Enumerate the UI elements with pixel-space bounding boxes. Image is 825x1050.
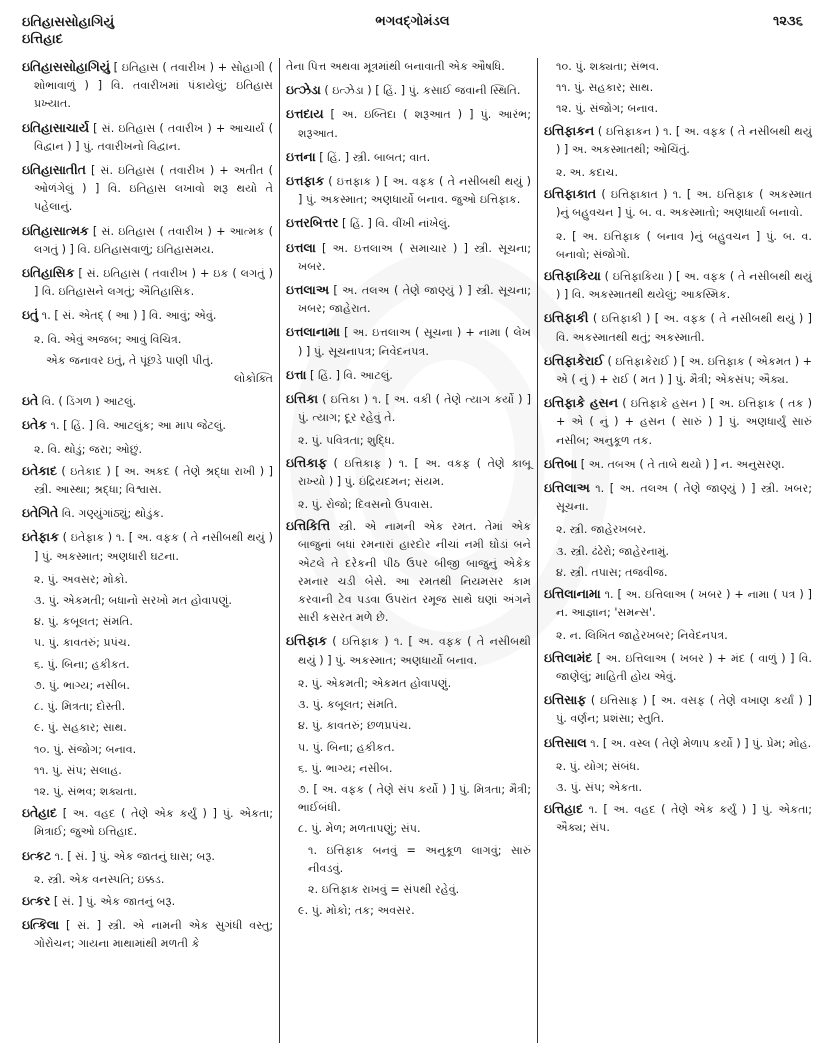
definition: ( ઇત્ઝેડા ) [ હિં. ] પું. કસાઈ જવાની સ્થિતિ. — [324, 84, 521, 98]
dictionary-entry — [544, 185, 812, 222]
headword: ઇતિહાસિક — [22, 265, 75, 281]
headword: ઇત્તલા — [286, 239, 316, 255]
sense: ૬. પું. ભાગ્ય; નસીબ. — [298, 761, 393, 775]
definition: ( ઇત્તિફાકે હસન ) [ અ. ઇત્તિફાક ( તક ) + એ ( નું ) + હસન ( સારું ) ] પું. અણધાર્યું સારું નસીબ; અનુકૂળ તક. — [556, 397, 813, 447]
definition: ( ઇત્તિફાક ) ૧. [ અ. વફક ( તે નસીબથી થયું ) ] પું. અકસ્માત; અણધાર્યો બનાવ. — [298, 635, 531, 667]
sense: ૨. સ્ત્રી. એક વનસ્પતિ; ઇક્કડ. — [34, 872, 165, 886]
sense: ૨. વિ. એવું અજબ; આવું વિચિત્ર. — [34, 332, 182, 346]
dictionary-entry — [544, 352, 812, 389]
headword: ઇત્તિફાક — [286, 633, 327, 649]
headword: ઇત્તલાનામા — [286, 324, 340, 340]
dictionary-entry — [22, 847, 273, 866]
dictionary-entry — [286, 214, 531, 233]
sense: ૯. પું. મોકો; તક; અવસર. — [298, 904, 415, 918]
definition: [ હિં. ] વિ. આટલું. — [310, 368, 393, 382]
definition: ૧. [ હિં. ] વિ. આટલુંક; આ માપ જેટલું. — [50, 419, 226, 433]
idiom: ૨. ઇત્તિફાક રાખવું = સંપથી રહેવું. — [308, 882, 460, 896]
dictionary-entry — [22, 119, 273, 156]
dictionary-entry — [286, 281, 531, 318]
headword: ઇત્તિકા — [286, 391, 319, 407]
dictionary-entry — [286, 81, 531, 100]
definition: સ્ત્રી. એ નામની એક રમત. તેમાં એક બાજુનાં બધાં રમનારાં હારદોર નીચાં નમી ઘોડાં બને એટલે તે દરેકની પીઠ ઉપર બીજી બાજુનું એકેક રમનાર ચડી બેસે. આ રમતથી નિયમસર કામ કરવાની ટેવ પડવા ઉપરાંત રમૂજ સાથે ઘણાં અંગને સારી કસરત મળે છે. — [298, 520, 531, 625]
headword: ઇતિહાસાતીત — [22, 162, 86, 178]
headword: ઇત્તલાઅ — [286, 282, 329, 298]
guide-word-first: ઇતિહાસસોહાગિયું — [22, 15, 115, 30]
dictionary-entry — [544, 585, 812, 622]
headword: ઇત્તિકાફ — [286, 454, 327, 470]
dictionary-entry — [544, 691, 812, 728]
book-title: ભગવદ્ગોમંડલ — [375, 14, 450, 29]
column-2 — [280, 58, 538, 1043]
dictionary-entry — [286, 239, 531, 276]
definition: [ સં. ઇતિહાસ ( તવારીખ ) + અતીત ( ઓળંગેલું ) ] વિ. ઇતિહાસ લખાવો શરૂ થયો તે પહેલાનું. — [34, 164, 273, 214]
sense: ૨. પું. યોગ; સંબંધ. — [556, 759, 640, 773]
guide-word-last: ઇત્તિહાદ — [22, 32, 63, 47]
definition: [ અ. તલઅ ( તેણે જાણ્યું ) ] સ્ત્રી. સૂચના; ખબર; જાહેરાત. — [298, 284, 531, 316]
dictionary-entry — [286, 454, 531, 491]
definition: ( ઇત્તફાક ) [ અ. વફક ( તે નસીબથી થયું ) ] પું. અકસ્માત; અણધાર્યો બનાવ. જુઓ ઇત્તિફાક. — [298, 175, 531, 207]
sense: ૧૨. પું. સંભવ; શક્યતા. — [34, 784, 138, 798]
sense: ૩. પું. સંપ; એકતા. — [556, 780, 643, 794]
definition: ( ઇત્તિફાકિયા ) [ અ. વફક ( તે નસીબથી થયું ) ] વિ. અકસ્માતથી થયેલું; આકસ્મિક. — [556, 270, 812, 302]
headword: ઇતિહાસાત્મક — [22, 222, 89, 238]
headword: ઇત્તિસાલ — [544, 734, 587, 750]
sense: ૮. પું. મિત્રતા; દોસ્તી. — [34, 700, 126, 714]
headword: ઇત્તિફાકે હસન — [544, 395, 618, 411]
definition: [ ઇતિહાસ ( તવારીખ ) + સોહાગી ( શોભાવાળું ) ] વિ. તવારીખમાં પંકાયેલું; ઇતિહાસ પ્રખ્યાત. — [34, 61, 273, 111]
headword: ઇત્તફાક — [286, 173, 325, 189]
definition: ( ઇત્તિફાકન ) ૧. [ અ. વફક ( તે નસીબથી થયું ) ] અ. અકસ્માતથી; ઓચિંતું. — [556, 124, 812, 156]
dictionary-entry — [544, 394, 812, 450]
headword: ઇત્ઝેડા — [286, 82, 321, 98]
definition: ( ઇત્તિસાફ ) [ અ. વસફ ( તેણે વખાણ કર્યાં ) ] પું. વર્ણન; પ્રશંસા; સ્તુતિ. — [556, 694, 812, 726]
sense: ૨. ન. લિખિત જાહેરખબર; નિવેદનપત્ર. — [556, 629, 728, 643]
definition: [ અ. તબઅ ( તે તાબે થયો ) ] ન. અનુસરણ. — [580, 457, 785, 471]
dictionary-columns — [22, 58, 812, 1043]
sense: ૧૦. પું. સંજોગ; બનાવ. — [34, 742, 137, 756]
dictionary-entry — [22, 916, 273, 953]
sense: ૨. પું. એકમતી; એકમત હોવાપણું. — [298, 676, 452, 690]
dictionary-entry — [544, 309, 812, 346]
definition: ૧. [ સં. ] પું. એક જાતનું ઘાસ; બરૂ. — [54, 849, 215, 863]
headword: ઇતું — [22, 307, 39, 323]
sense: ૨. પું. અવસર; મોકો. — [34, 572, 128, 586]
dictionary-entry — [22, 462, 273, 499]
page-header — [22, 14, 803, 54]
sense: ૭. પું. ભાગ્ય; નસીબ. — [34, 678, 130, 692]
headword: ઇત્તિકિત્તિ — [286, 518, 331, 534]
sense: ૫. પું. બિના; હકીકત. — [298, 740, 395, 754]
headword: ઇત્તિફાકિયા — [544, 268, 601, 284]
sense: ૨. વિ. થોડું; જરા; ઓછું. — [34, 442, 143, 456]
sense: ૩. પું. એકમતી; બધાનો સરખો મત હોવાપણું. — [34, 594, 232, 608]
dictionary-entry — [22, 306, 273, 325]
definition: વિ. ગણ્યુંગાંઠ્યું; થોડુંક. — [61, 507, 164, 521]
sense-continuation: ૧૨. પું. સંજોગ; બનાવ. — [556, 102, 659, 116]
example-quote: એક જનાવર ઇતું, તે પૂંછડે પાણી પીતું. — [46, 353, 214, 367]
headword: ઇત્તિલામંદ — [544, 649, 593, 665]
sense-continuation: ૧૦. પું. શક્યતા; સંભવ. — [556, 60, 660, 73]
dictionary-entry — [22, 264, 273, 301]
sense: ૨. પું. રોજો; દિવસનો ઉપવાસ. — [298, 498, 433, 512]
headword: ઇત્તિસાફ — [544, 692, 587, 708]
dictionary-entry — [22, 804, 273, 841]
headword: ઇત્કિલા — [22, 917, 60, 933]
definition: [ હિં. ] સ્ત્રી. બાબત; વાત. — [319, 150, 431, 164]
headword: ઇત્તા — [286, 366, 307, 382]
definition: ૧. [ અ. વસ્લ ( તેણે મેળાપ કર્યો ) ] પું. પ્રેમ; મોહ. — [590, 736, 812, 750]
definition: ( ઇતેફાક ) ૧. [ અ. વફક ( તે નસીબથી થયું ) ] પું. અકસ્માત; અણધારી ઘટના. — [34, 531, 273, 563]
sense: ૨. અ. કદાચ. — [556, 166, 618, 180]
headword: ઇતેહાદ — [22, 805, 57, 821]
headword: ઇત્તિફાકન — [544, 122, 595, 138]
definition: ( ઇતેકાદ ) [ અ. અકદ ( તેણે શ્રદ્ધા રાખી ) ] સ્ત્રી. આસ્થા; શ્રદ્ધા; વિશ્વાસ. — [34, 464, 273, 497]
dictionary-entry — [544, 455, 812, 474]
headword: ઇતેકાદ — [22, 462, 57, 478]
sense: ૫. પું. કાવતરું; પ્રપંચ. — [34, 636, 131, 650]
dictionary-entry — [22, 58, 273, 114]
headword: ઇત્તના — [286, 148, 316, 164]
dictionary-entry — [544, 122, 812, 159]
headword: ઇત્તિફાકી — [544, 310, 589, 326]
dictionary-entry — [286, 148, 531, 167]
definition: ( ઇત્તિફાકેરાઈ ) [ અ. ઇત્તિફાક ( એકમત ) + એ ( નું ) + રાઈ ( મત ) ] પું. મૈત્રી; એકસંપ; ઐક્ય. — [556, 354, 812, 387]
definition: [ અ. ઇબ્તિદા ( શરૂઆત ) ] પું. આરંભ; શરૂઆત. — [298, 108, 531, 140]
dictionary-entry — [544, 734, 812, 753]
dictionary-entry — [22, 392, 273, 411]
sense: ૯. પું. સહકાર; સાથ. — [34, 721, 127, 735]
sense: ૮. પું. મેળ; મળતાપણું; સંપ. — [298, 822, 421, 836]
headword: ઇતિહાસસોહાગિયું — [22, 59, 110, 74]
entry-continuation: તેના પિત્ત અથવા મૂત્રમાંથી બનાવાતી એક ઔષધિ. — [286, 60, 505, 73]
dictionary-entry — [286, 366, 531, 385]
dictionary-entry — [22, 222, 273, 259]
definition: ૧. [ સં. એતદ્ ( આ ) ] વિ. આવું; એવું. — [41, 309, 217, 323]
sense: ૨. સ્ત્રી. જાહેરખબર. — [556, 523, 647, 537]
dictionary-entry — [286, 172, 531, 209]
headword: ઇતેગિતે — [22, 505, 59, 521]
headword: ઇત્તદાય — [286, 106, 324, 122]
definition: [ અ. ઇત્તિલાઅ ( ખબર ) + મંદ ( વાળું ) ] વિ. જાણેલું; માહિતી હોય એવું. — [556, 651, 812, 683]
sense: ૩. સ્ત્રી. ઢંઢેરો; જાહેરનામું. — [556, 544, 670, 558]
definition: [ સં. ઇતિહાસ ( તવારીખ ) + ઇક ( લગતું ) ] વિ. ઇતિહાસને લગતું; ઐતિહાસિક. — [34, 267, 273, 299]
headword: ઇત્તિફાકાત — [544, 186, 597, 202]
definition: ૧. [ અ. તલઅ ( તેણે જાણ્યું ) ] સ્ત્રી. ખબર; સૂચના. — [556, 482, 812, 514]
quote-source: લોકોક્તિ — [234, 372, 273, 386]
idiom: ૧. ઇત્તિફાક બનવું = અનુકૂળ લાગવું; સારું નીવડવું. — [308, 843, 531, 875]
sense: ૧૧. પું. સંપ; સલાહ. — [34, 763, 122, 777]
definition: ( ઇત્તિફાકાત ) ૧. [ અ. ઇત્તિફાક ( અકસ્માત )નું બહુવચન ] પું. બ. વ. અકસ્માતો; અણધાર્યા બનાવો. — [556, 188, 812, 220]
sense: ૨. [ અ. ઇત્તિફાક ( બનાવ )નું બહુવચન ] પું. બ. વ. બનાવો; સંજોગો. — [556, 229, 812, 261]
sense: ૪. પું. કાવતરું; છળપ્રપંચ. — [298, 719, 412, 733]
dictionary-entry — [286, 632, 531, 669]
dictionary-entry — [286, 323, 531, 360]
dictionary-entry — [544, 649, 812, 686]
definition: [ સં. ] સ્ત્રી. એ નામની એક સુગંધી વસ્તુ; ગોરોચન; ગાયના માથામાંથી મળતી કે — [34, 919, 274, 951]
definition: [ અ. ઇત્તલાઅ ( સમાચાર ) ] સ્ત્રી. સૂચના; ખબર. — [298, 241, 531, 273]
definition: [ હિં. ] વિ. વીંખી નાંખેલું. — [342, 217, 451, 231]
sense-continuation: ૧૧. પું. સહકાર; સાથ. — [556, 81, 654, 95]
definition: [ સં. ઇતિહાસ ( તવારીખ ) + આત્મક ( લગતું ) ] વિ. ઇતિહાસવાળું; ઇતિહાસમય. — [34, 224, 273, 256]
dictionary-entry — [544, 267, 812, 304]
sense: ૪. સ્ત્રી. તપાસ; તજવીજ. — [556, 565, 668, 579]
dictionary-entry — [544, 479, 812, 516]
definition: વિ. ( ડિંગળ ) આટલું. — [41, 395, 137, 409]
dictionary-entry — [22, 416, 273, 435]
page-number: ૧૨૩૬ — [773, 14, 803, 29]
definition: ( ઇત્તિકાફ ) ૧. [ અ. વકફ ( તેણે કાબૂ રાખ્યો ) ] પું. ઇંદ્રિયદમન; સંયમ. — [298, 456, 531, 488]
dictionary-entry — [286, 105, 531, 142]
headword: ઇત્તિલાઅ — [544, 480, 590, 496]
dictionary-entry — [22, 528, 273, 565]
dictionary-entry — [544, 800, 812, 837]
definition: [ અ. ઇત્તલાઅ ( સૂચના ) + નામા ( લેખ ) ] પું. સૂચનાપત્ર; નિવેદનપત્ર. — [298, 326, 531, 358]
headword: ઇત્કર — [22, 892, 51, 908]
definition: ( ઇત્તિફાકી ) [ અ. વફક ( તે નસીબથી થયું ) ] વિ. અકસ્માતથી થતું; અકસ્માતી. — [556, 312, 813, 344]
headword: ઇત્તરબિત્તર — [286, 215, 339, 231]
definition: ( ઇત્તિકા ) ૧. [ અ. વકી ( તેણે ત્યાગ કર્યો ) ] પું. ત્યાગ; દૂર રહેવું તે. — [298, 393, 531, 425]
dictionary-entry — [286, 390, 531, 427]
column-3 — [538, 58, 812, 1043]
headword: ઇત્તિલાનામા — [544, 586, 601, 602]
headword: ઇત્તિહાદ — [544, 801, 584, 817]
headword: ઇતે — [22, 393, 39, 409]
dictionary-entry — [22, 892, 273, 911]
headword: ઇત્તિબા — [544, 455, 578, 471]
definition: ૧. [ અ. વહદ ( તેણે એક કર્યું ) ] પું. એકતા; ઐક્ય; સંપ. — [556, 803, 812, 835]
dictionary-entry — [286, 517, 531, 627]
definition: [ અ. વહદ ( તેણે એક કર્યું ) ] પું. એકતા; મિત્રાઈ; જુઓ ઇત્તિહાદ. — [34, 807, 273, 839]
headword: ઇતેફાક — [22, 529, 59, 545]
headword: ઇત્તિફાકેરાઈ — [544, 352, 604, 368]
headword: ઇત્કટ — [22, 847, 52, 863]
dictionary-entry — [22, 161, 273, 217]
definition: ૧. [ અ. ઇત્તિલાઅ ( ખબર ) + નામા ( પત્ર ) ] ન. આજ્ઞાન; 'સમન્સ'. — [556, 588, 812, 620]
dictionary-entry — [22, 504, 273, 523]
sense: ૨. પું. પવિત્રતા; શુદ્ધિ. — [298, 434, 395, 448]
headword: ઇતેક — [22, 417, 47, 433]
column-1 — [22, 58, 280, 1043]
definition: [ સં. ઇતિહાસ ( તવારીખ ) + આચાર્ય ( વિદ્વાન ) ] પું. તવારીખનો વિદ્વાન. — [34, 121, 273, 153]
sense: ૪. પું. કબૂલત; સંમતિ. — [34, 615, 133, 629]
headword: ઇતિહાસાચાર્ય — [22, 119, 89, 135]
definition: [ સં. ] પું. એક જાતનું બરૂ. — [53, 894, 176, 908]
sense: ૬. પું. બિના; હકીકત. — [34, 657, 130, 671]
sense: ૭. [ અ. વફક ( તેણે સંપ કર્યો ) ] પું. મિત્રતા; મૈત્રી; ભાઈબંધી. — [298, 782, 531, 815]
sense: ૩. પું. કબૂલત; સંમતિ. — [298, 698, 398, 712]
